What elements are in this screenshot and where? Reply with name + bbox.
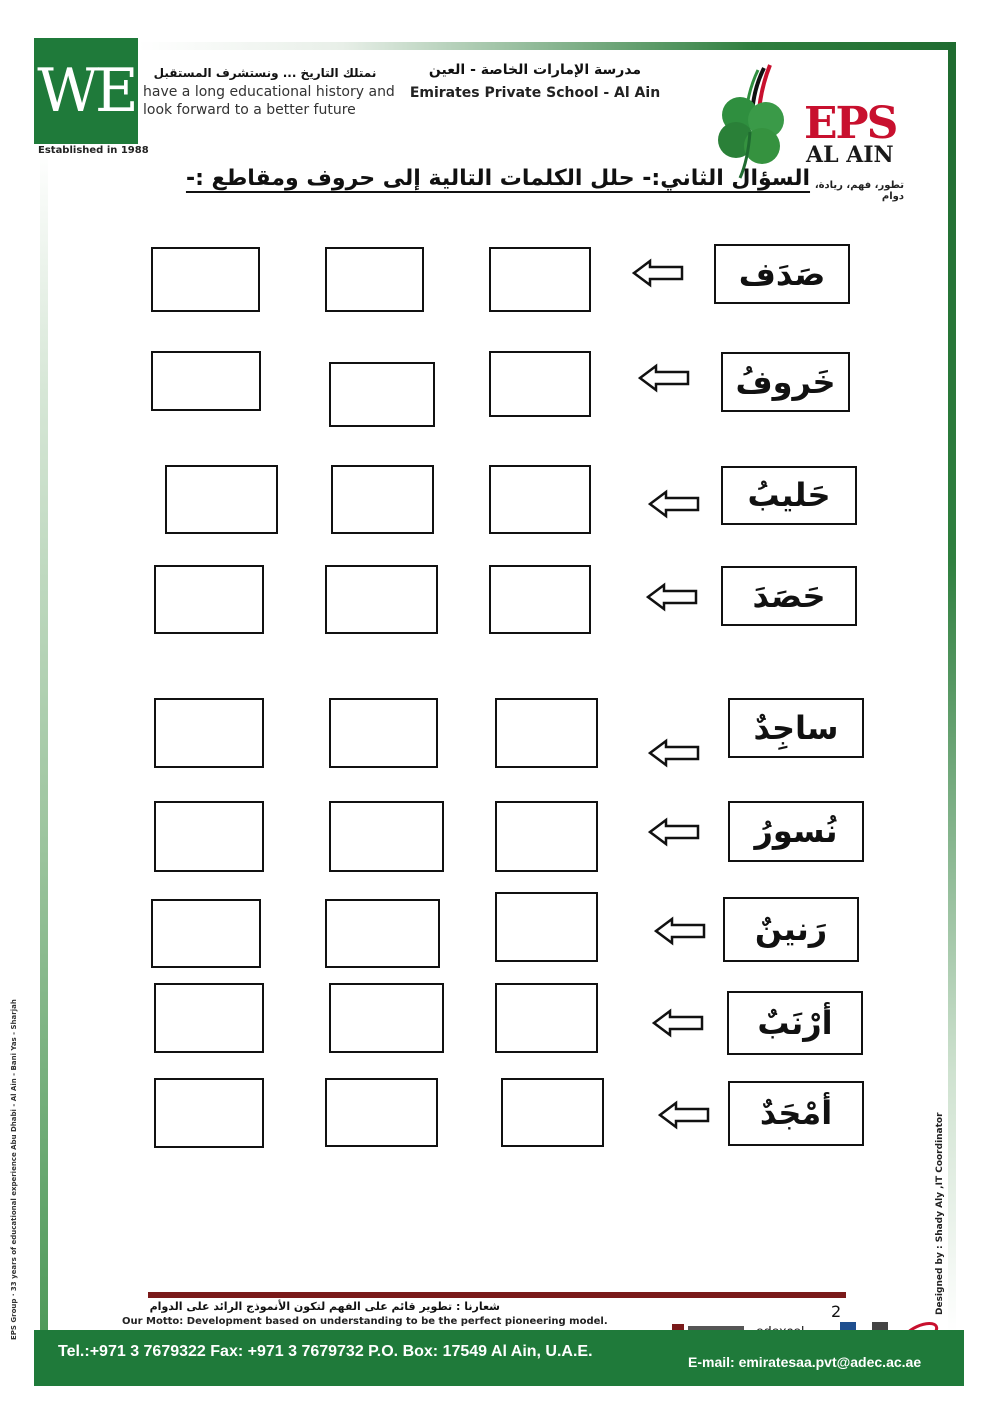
footer-email[interactable]: E-mail: emiratesaa.pvt@adec.ac.ae — [688, 1354, 922, 1370]
left-arrow-icon — [648, 817, 700, 847]
answer-box[interactable] — [329, 983, 444, 1053]
we-logo: WE — [34, 38, 138, 144]
answer-box[interactable] — [495, 983, 598, 1053]
tagline-arabic: نمتلك التاريخ ... ونستشرف المستقبل — [153, 66, 377, 80]
answer-box[interactable] — [329, 801, 444, 872]
answer-box[interactable] — [495, 698, 598, 768]
answer-box[interactable] — [165, 465, 278, 534]
answer-box[interactable] — [325, 565, 438, 634]
answer-box[interactable] — [325, 247, 424, 312]
clover-logo-icon — [700, 60, 810, 180]
left-arrow-icon — [652, 1008, 704, 1038]
left-arrow-icon — [638, 363, 690, 393]
header-top-bar — [138, 42, 956, 50]
school-name-english: Emirates Private School - Al Ain — [409, 85, 661, 101]
word-box: حَصَدَ — [721, 566, 857, 626]
word-box: حَليبُ — [721, 466, 857, 525]
answer-box[interactable] — [325, 899, 440, 968]
answer-box[interactable] — [495, 801, 598, 872]
eps-logo-text: EPS — [804, 98, 897, 149]
word-box: أمْجَدٌ — [728, 1081, 864, 1146]
footer-divider — [148, 1292, 846, 1298]
word-box: صَدَف — [714, 244, 850, 304]
answer-box[interactable] — [154, 698, 264, 768]
right-border-bar — [948, 42, 956, 1332]
answer-box[interactable] — [489, 351, 591, 417]
answer-box[interactable] — [489, 565, 591, 634]
footer-contact: Tel.:+971 3 7679322 Fax: +971 3 7679732 P.O. Box: 17549 Al Ain, U.A.E. — [58, 1343, 593, 1360]
answer-box[interactable] — [501, 1078, 604, 1147]
word-box: نُسورُ — [728, 801, 864, 862]
motto-arabic: شعارنا : تطوير قائم على الفهم لتكون الأنموذج الرائد على الدوام — [149, 1300, 500, 1313]
left-arrow-icon — [632, 258, 684, 288]
tagline-english-line2: look forward to a better future — [143, 102, 356, 118]
word-box: رَنينٌ — [723, 897, 859, 962]
school-name-arabic: مدرسة الإمارات الخاصة - العين — [428, 62, 642, 78]
answer-box[interactable] — [329, 362, 435, 427]
left-arrow-icon — [654, 916, 706, 946]
left-arrow-icon — [646, 582, 698, 612]
page-number: 2 — [831, 1302, 842, 1321]
word-box: خَروفُ — [721, 352, 850, 412]
word-box: أرْنَبٌ — [727, 991, 863, 1055]
answer-box[interactable] — [151, 351, 261, 411]
answer-box[interactable] — [151, 247, 260, 312]
answer-box[interactable] — [154, 983, 264, 1053]
answer-box[interactable] — [154, 801, 264, 872]
group-side-note: EPS Group · 33 years of educational experience Abu Dhabi - Al Ain - Bani Yas - Sharjah — [10, 999, 18, 1340]
question-title: السؤال الثاني:- حلل الكلمات التالية إلى حروف ومقاطع :- — [185, 166, 811, 191]
eps-logo-subtitle: AL AIN — [806, 142, 894, 168]
answer-box[interactable] — [154, 565, 264, 634]
answer-box[interactable] — [154, 1078, 264, 1148]
left-border-bar — [40, 150, 48, 1330]
word-box: ساجِدٌ — [728, 698, 864, 758]
answer-box[interactable] — [325, 1078, 438, 1147]
left-arrow-icon — [648, 738, 700, 768]
answer-box[interactable] — [489, 465, 591, 534]
established-label: Established in 1988 — [38, 145, 149, 156]
eps-motto: تطور، فهم، ريادة، دوام — [814, 180, 904, 202]
answer-box[interactable] — [151, 899, 261, 968]
answer-box[interactable] — [329, 698, 438, 768]
left-arrow-icon — [658, 1100, 710, 1130]
answer-box[interactable] — [489, 247, 591, 312]
answer-box[interactable] — [495, 892, 598, 962]
motto-english: Our Motto: Development based on understanding to be the perfect pioneering model. — [122, 1316, 608, 1327]
answer-box[interactable] — [331, 465, 434, 534]
tagline-english-line1: have a long educational history and — [143, 84, 395, 100]
left-arrow-icon — [648, 489, 700, 519]
designer-credit: Designed by : Shady Aly ,IT Coordinator — [935, 1112, 945, 1315]
